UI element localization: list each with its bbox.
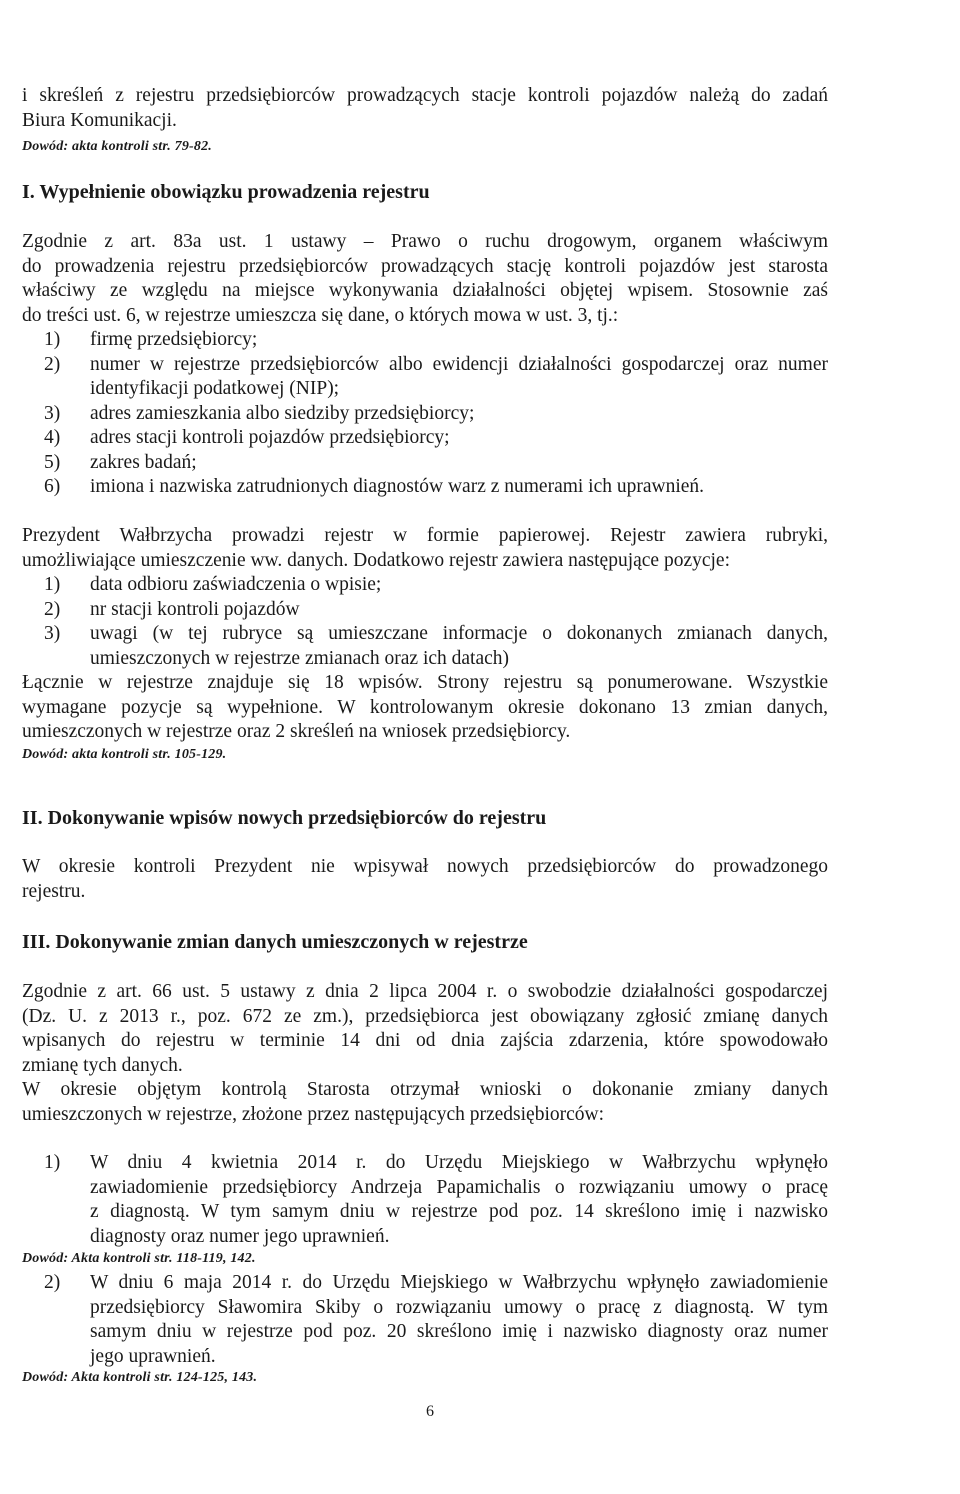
section-heading: III. Dokonywanie zmian danych umieszczonych w rejestrze — [22, 931, 528, 953]
register-data-list — [22, 328, 828, 500]
section1-paragraph — [22, 230, 828, 328]
text-line: właściwy ze względu na miejsce wykonywania działalności objętej wpisem. Stosownie zaś — [22, 280, 828, 301]
evidence-note: Dowód: akta kontroli str. 79-82. — [22, 139, 212, 154]
text-line: wpisanych do rejestru w terminie 14 dni od dnia zajścia zdarzenia, które spowodowało — [22, 1030, 828, 1051]
evidence-note: Dowód: akta kontroli str. 105-129. — [22, 747, 227, 762]
page-number: 6 — [426, 1403, 434, 1420]
text-line: przedsiębiorcy Sławomira Skiby o rozwiązaniu umowy o pracę z diagnostą. W tym — [90, 1296, 828, 1318]
list-item: 4) adres stacji kontroli pojazdów przedsiębiorcy; — [44, 427, 450, 448]
list-item: 3) uwagi (w tej rubryce są umieszczane informacje o dokonanych zmianach danych, umieszczonych w rejestrze zmianach oraz ich datach) — [44, 623, 828, 669]
text-line: W okresie objętym kontrolą Starosta otrzymał wnioski o dokonanie zmiany danych — [22, 1079, 828, 1100]
list-item: 2) numer w rejestrze przedsiębiorców albo ewidencji działalności gospodarczej oraz numer identyfikacji podatkowej (NIP); — [44, 353, 828, 399]
item-number: 1) — [44, 1152, 61, 1173]
text-line: W okresie kontroli Prezydent nie wpisywał nowych przedsiębiorców do prowadzonego — [22, 856, 828, 877]
text-line: umieszczonych w rejestrze oraz 2 skreśleń na wniosek przedsiębiorcy. — [22, 721, 571, 742]
list-item: 5) zakres badań; — [44, 451, 197, 473]
section2-paragraph — [22, 855, 828, 904]
change-item-2 — [22, 1271, 828, 1369]
text-line: z diagnostą. W tym samym dniu w rejestrze pod poz. 14 skreślono imię i nazwisko — [90, 1201, 828, 1222]
list-item: 1) firmę przedsiębiorcy; — [44, 329, 258, 350]
list-item: 3) adres zamieszkania albo siedziby przedsiębiorcy; — [44, 402, 475, 424]
text-line: wymagane pozycje są wypełnione. W kontrolowanym okresie dokonano 13 zmian danych, — [22, 696, 828, 718]
text-line: do prowadzenia rejestru przedsiębiorców prowadzących stację kontroli pojazdów jest starosta — [22, 255, 828, 277]
text-line: Prezydent Wałbrzycha prowadzi rejestr w formie papierowej. Rejestr zawiera rubryki, — [22, 525, 828, 546]
text-line: diagnosty oraz numer jego uprawnień. — [90, 1225, 390, 1247]
intro-line: i skreśleń z rejestru przedsiębiorców prowadzących stacje kontroli pojazdów należą do zadań — [22, 85, 828, 106]
change-item-1 — [22, 1151, 828, 1249]
text-line: W dniu 4 kwietnia 2014 r. do Urzędu Miejskiego w Wałbrzychu wpłynęło — [90, 1152, 828, 1173]
evidence-note: Dowód: Akta kontroli str. 124-125, 143. — [22, 1370, 258, 1385]
list-item: 1) data odbioru zaświadczenia o wpisie; — [44, 574, 382, 595]
intro-paragraph — [22, 84, 828, 133]
section1-paragraph-3 — [22, 671, 828, 745]
text-line: zawiadomienie przedsiębiorcy Andrzeja Papamichalis o rozwiązaniu umowy o pracę — [90, 1176, 828, 1198]
section-heading: II. Dokonywanie wpisów nowych przedsiębiorców do rejestru — [22, 807, 547, 829]
text-line: umożliwiające umieszczenie ww. danych. Dodatkowo rejestr zawiera następujące pozycje: — [22, 549, 730, 571]
text-line: jego uprawnień. — [90, 1345, 216, 1367]
list-item: 6) imiona i nazwiska zatrudnionych diagnostów warz z numerami ich uprawnień. — [44, 476, 705, 497]
section-heading: I. Wypełnienie obowiązku prowadzenia rejestru — [22, 181, 430, 203]
list-item: 2) nr stacji kontroli pojazdów — [44, 598, 300, 620]
text-line: zmianę tych danych. — [22, 1054, 183, 1076]
intro-line: Biura Komunikacji. — [22, 109, 177, 131]
text-line: samym dniu w rejestrze pod poz. 20 skreślono imię i nazwisko diagnosty oraz numer — [90, 1321, 828, 1342]
evidence-note: Dowód: Akta kontroli str. 118-119, 142. — [22, 1251, 256, 1266]
text-line: Łącznie w rejestrze znajduje się 18 wpisów. Strony rejestru są ponumerowane. Wszystkie — [22, 672, 828, 693]
text-line: Zgodnie z art. 83a ust. 1 ustawy – Prawo o ruchu drogowym, organem właściwym — [22, 231, 828, 252]
text-line: umieszczonych w rejestrze, złożone przez następujących przedsiębiorców: — [22, 1103, 605, 1125]
text-line: rejestru. — [22, 880, 86, 902]
section1-paragraph-2 — [22, 524, 828, 573]
text-line: Zgodnie z art. 66 ust. 5 ustawy z dnia 2 lipca 2004 r. o swobodzie działalności gospodarczej — [22, 981, 828, 1002]
text-line: do treści ust. 6, w rejestrze umieszcza się dane, o których mowa w ust. 3, tj.: — [22, 304, 619, 326]
section3-paragraph — [22, 980, 828, 1127]
text-line: W dniu 6 maja 2014 r. do Urzędu Miejskiego w Wałbrzychu wpłynęło zawiadomienie — [90, 1272, 828, 1293]
register-extra-list — [22, 573, 828, 671]
text-line: (Dz. U. z 2013 r., poz. 672 ze zm.), przedsiębiorca jest obowiązany zgłosić zmianę danych — [22, 1005, 828, 1027]
item-number: 2) — [44, 1272, 61, 1293]
